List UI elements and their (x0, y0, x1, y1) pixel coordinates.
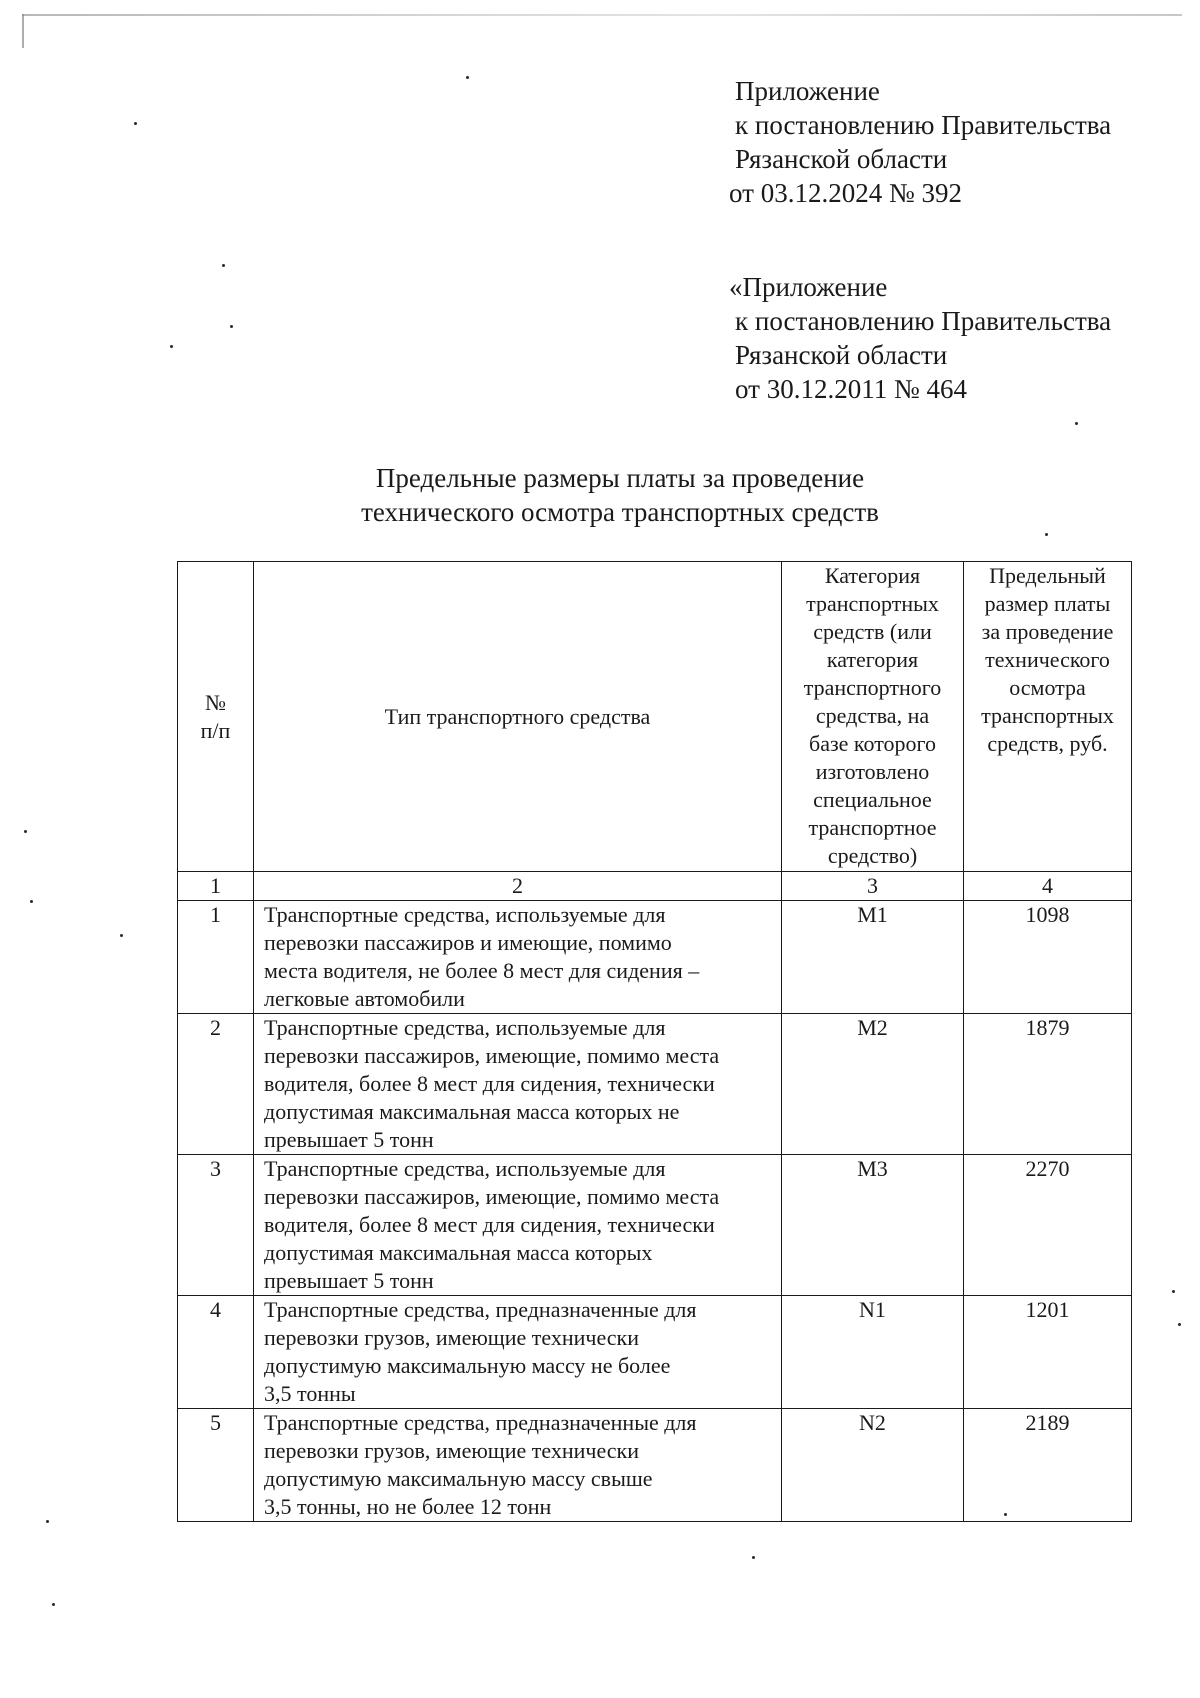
vehicle-category: M2 (782, 1014, 964, 1155)
scan-speck (1045, 533, 1048, 536)
vehicle-type: Транспортные средства, предназначенные для перевозки грузов, имеющие технически допустимую максимальную массу не более 3,5 тонны (254, 1296, 782, 1409)
vehicle-type: Транспортные средства, предназначенные для перевозки грузов, имеющие технически допустимую максимальную массу свыше 3,5 тонны, но не более 12 тонн (254, 1409, 782, 1522)
column-number: 4 (964, 872, 1132, 901)
column-number: 1 (178, 872, 254, 901)
row-number: 1 (178, 901, 254, 1014)
scan-speck (752, 1556, 755, 1559)
header-category: Категория транспортных средств (или категория транспортного средства, на базе которого изготовлено специальное транспортное средство) (782, 562, 964, 872)
scan-speck (1075, 422, 1078, 425)
column-number: 3 (782, 872, 964, 901)
scan-speck (134, 122, 137, 125)
vehicle-type: Транспортные средства, используемые для перевозки пассажиров и имеющие, помимо места водителя, не более 8 мест для сидения – легковые автомобили (254, 901, 782, 1014)
table-row (178, 1409, 1132, 1522)
fee-amount: 2270 (964, 1155, 1132, 1296)
scan-speck (1172, 1290, 1175, 1293)
scan-edge-left (22, 14, 24, 48)
header-line: к постановлению Правительства (735, 306, 1112, 336)
vehicle-category: M3 (782, 1155, 964, 1296)
fee-table (177, 561, 1132, 1522)
scan-speck (120, 934, 123, 937)
table-row (178, 1296, 1132, 1409)
row-number: 5 (178, 1409, 254, 1522)
document-title (0, 461, 1200, 529)
scan-speck (30, 900, 33, 903)
vehicle-category: N2 (782, 1409, 964, 1522)
table-row (178, 901, 1132, 1014)
header-vehicle-type: Тип транспортного средства (254, 562, 782, 872)
scan-speck (24, 830, 27, 833)
fee-amount: 2189 (964, 1409, 1132, 1522)
title-line: технического осмотра транспортных средств (361, 497, 879, 527)
scan-speck (1178, 1323, 1181, 1326)
header-line: к постановлению Правительства (735, 110, 1112, 140)
row-number: 2 (178, 1014, 254, 1155)
row-number: 3 (178, 1155, 254, 1296)
vehicle-category: M1 (782, 901, 964, 1014)
header-line: «Приложение (729, 272, 888, 302)
scan-speck (222, 264, 225, 267)
scan-speck (46, 1520, 49, 1523)
vehicle-type: Транспортные средства, используемые для перевозки пассажиров, имеющие, помимо места водителя, более 8 мест для сидения, технически допустимая максимальная масса которых превышает 5 тонн (254, 1155, 782, 1296)
header-fee: Предельный размер платы за проведение технического осмотра транспортных средств, руб. (964, 562, 1132, 872)
vehicle-category: N1 (782, 1296, 964, 1409)
header-number: № п/п (178, 562, 254, 872)
fee-amount: 1879 (964, 1014, 1132, 1155)
resolution-header (729, 74, 1112, 210)
scan-speck (466, 76, 469, 79)
original-resolution-header (729, 270, 1112, 406)
scan-edge-top (22, 14, 1182, 16)
scan-speck (230, 325, 233, 328)
title-line: Предельные размеры платы за проведение (375, 463, 865, 493)
fee-amount: 1098 (964, 901, 1132, 1014)
header-line: Рязанской области (735, 144, 948, 174)
scan-speck (52, 1603, 55, 1606)
header-date-number: от 03.12.2024 № 392 (729, 178, 962, 208)
row-number: 4 (178, 1296, 254, 1409)
scan-speck (170, 345, 173, 348)
table-row (178, 1014, 1132, 1155)
header-line: Приложение (735, 76, 880, 106)
column-number: 2 (254, 872, 782, 901)
header-date-number: от 30.12.2011 № 464 (735, 374, 967, 404)
fee-amount: 1201 (964, 1296, 1132, 1409)
column-number-row (178, 872, 1132, 901)
header-line: Рязанской области (735, 340, 948, 370)
vehicle-type: Транспортные средства, используемые для перевозки пассажиров, имеющие, помимо места водителя, более 8 мест для сидения, технически допустимая максимальная масса которых не превышает 5 тонн (254, 1014, 782, 1155)
table-header-row (178, 562, 1132, 872)
table-row (178, 1155, 1132, 1296)
